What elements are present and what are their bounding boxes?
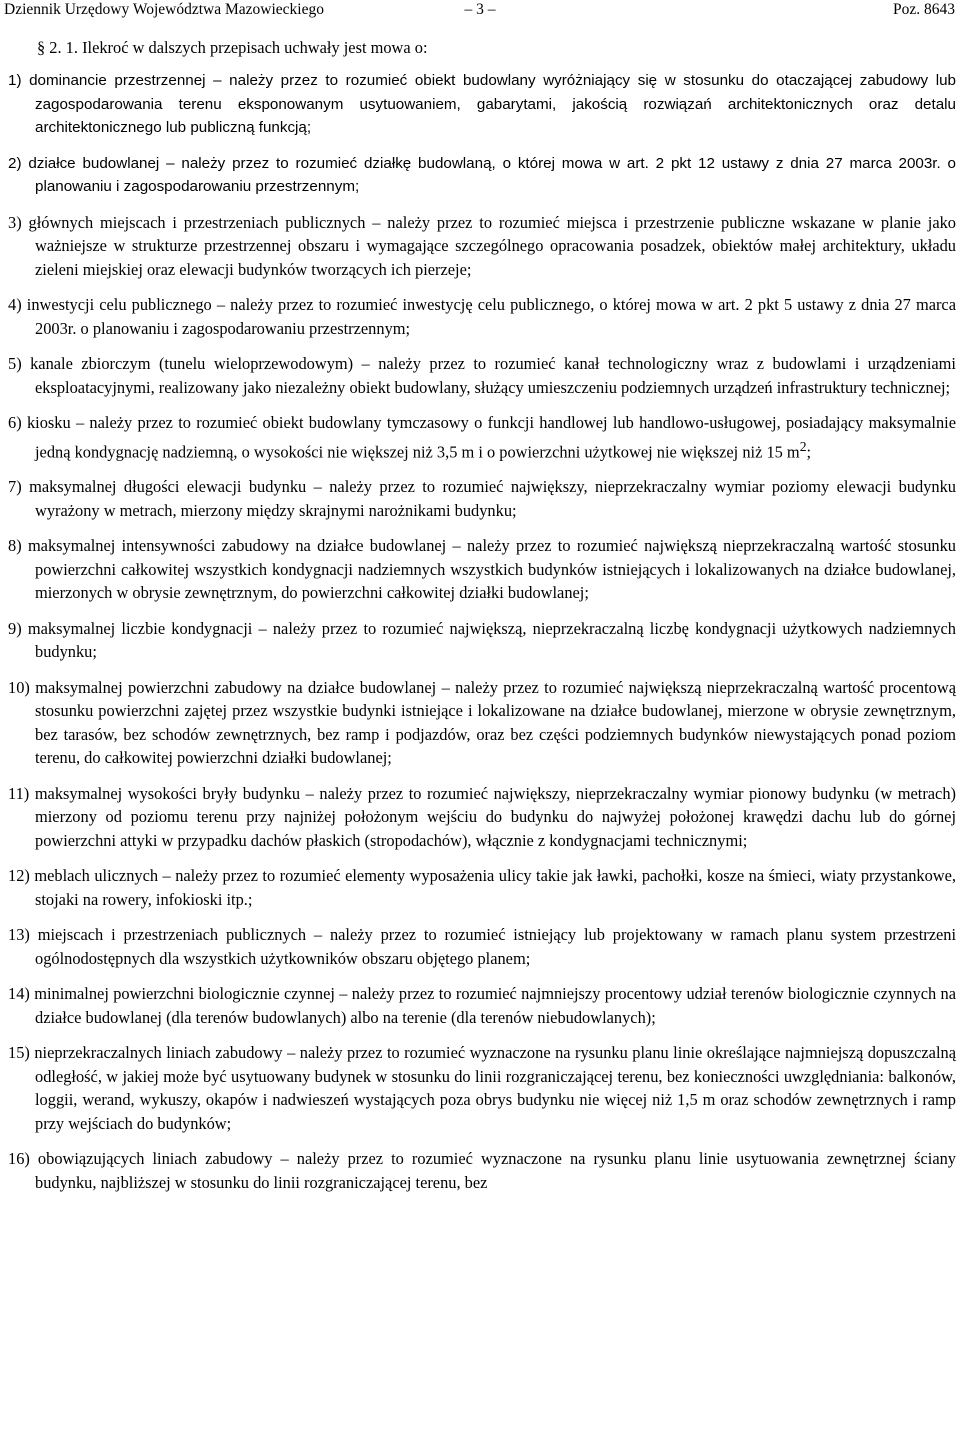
item-number: 16) xyxy=(8,1149,30,1169)
definition-item xyxy=(8,475,956,522)
item-text-end: ; xyxy=(806,441,812,461)
item-number: 2) xyxy=(8,154,22,172)
item-text: meblach ulicznych – należy przez to rozumieć elementy wyposażenia ulicy takie jak ławki, pachołki, kosze na śmieci, wiaty przystankowe, stojaki na rowery, infokioski itp.; xyxy=(34,866,956,909)
definition-item xyxy=(8,534,956,605)
item-text: maksymalnej długości elewacji budynku – należy przez to rozumieć największy, nieprzekraczalny wymiar poziomy elewacji budynku wyrażony w metrach, mierzony między skrajnymi narożnikami budynku; xyxy=(29,477,956,520)
definition-item xyxy=(8,982,956,1029)
item-number: 11) xyxy=(8,783,30,803)
definition-item xyxy=(8,211,956,282)
definition-item xyxy=(8,864,956,911)
item-number: 15) xyxy=(8,1043,30,1063)
item-text: miejscach i przestrzeniach publicznych – należy przez to rozumieć istniejący lub projektowany w ramach planu system przestrzeni ogólnodostępnych dla wszystkich użytkowników obszaru objętego planem; xyxy=(35,925,956,968)
item-number: 12) xyxy=(8,866,30,886)
definition-item xyxy=(8,411,956,463)
item-number: 1) xyxy=(8,72,22,89)
item-number: 9) xyxy=(8,618,22,638)
item-number: 14) xyxy=(8,984,30,1004)
definition-item xyxy=(8,69,956,140)
journal-title: Dziennik Urzędowy Województwa Mazowieckiego xyxy=(4,1,324,18)
item-text: minimalnej powierzchni biologicznie czynnej – należy przez to rozumieć najmniejszy procentowy udział terenów biologicznie czynnych na działce budowlanej (dla terenów budowlanych) albo na terenie (dla terenów niebudowlanych); xyxy=(34,984,956,1027)
definition-item xyxy=(8,1147,956,1194)
item-text: nieprzekraczalnych liniach zabudowy – należy przez to rozumieć wyznaczone na rysunku planu linie określające najmniejszą dopuszczalną odległość, w jakiej może być usytuowany budynek w stosunku do linii rozgraniczającej terenu, bez konieczności uwzględniania: balkonów, loggii, werand, wykuszy, okapów i nadwieszeń wystających poza obrys budynku nie więcej niż 1,5 m oraz schodów zewnętrznych i ramp przy wejściach do budynków; xyxy=(34,1043,956,1133)
item-number: 13) xyxy=(8,925,30,945)
definition-item xyxy=(8,617,956,664)
item-text: dominancie przestrzennej – należy przez to rozumieć obiekt budowlany wyróżniający się w stosunku do otaczającej zabudowy lub zagospodarowania terenu eksponowanym usytuowaniem, gabarytami, jakością rozwiązań architektonicznych oraz detalu architektonicznego lub publiczną funkcją; xyxy=(29,72,956,136)
section-title: § 2. 1. Ilekroć w dalszych przepisach uchwały jest mowa o: xyxy=(37,38,428,57)
definition-item xyxy=(8,152,956,199)
item-text: maksymalnej liczbie kondygnacji – należy przez to rozumieć największą, nieprzekraczalną liczbę kondygnacji użytkowych nadziemnych budynku; xyxy=(27,618,956,662)
definition-item xyxy=(8,676,956,770)
item-text: kiosku – należy przez to rozumieć obiekt budowlany tymczasowy o funkcji handlowej lub handlowo-usługowej, posiadający maksymalnie jedną kondygnację nadziemną, o wysokości nie większej niż 3,5 m i o powierzchni użytkowej nie większej niż 15 m xyxy=(26,413,957,461)
definition-item xyxy=(8,782,956,853)
item-text: maksymalnej intensywności zabudowy na działce budowlanej – należy przez to rozumieć największą nieprzekraczalną wartość stosunku powierzchni całkowitej wszystkich kondygnacji nadziemnych wszystkich budynków istniejących i lokalizowanych na działce budowlanej, mierzonych w obrysie zewnętrznym, do powierzchni całkowitej działki budowlanej; xyxy=(27,536,956,603)
item-text: kanale zbiorczym (tunelu wieloprzewodowym) – należy przez to rozumieć kanał technologiczny wraz z budowlami i urządzeniami eksploatacyjnymi, realizowany jako niezależny obiekt budowlany, służący umieszczeniu podziemnych urządzeń infrastruktury technicznej; xyxy=(30,354,956,397)
item-text: obowiązujących liniach zabudowy – należy przez to rozumieć wyznaczone na rysunku planu linie usytuowania zewnętrznej ściany budynku, najbliższej w stosunku do linii rozgraniczającej terenu, bez xyxy=(35,1149,956,1192)
item-number: 5) xyxy=(8,354,22,373)
definition-item xyxy=(8,923,956,970)
item-number: 6) xyxy=(8,413,22,432)
item-number: 8) xyxy=(8,536,22,556)
item-number: 10) xyxy=(8,677,30,697)
page-header xyxy=(0,0,960,20)
page-number: – 3 – xyxy=(464,1,496,18)
item-text: głównych miejscach i przestrzeniach publicznych – należy przez to rozumieć miejsca i przestrzenie publiczne wskazane w planie jako ważniejsze w strukturze przestrzennej obszaru i wymagające szczególnego opracowania posadzek, obiektów małej architektury, układu zieleni miejskiej oraz elewacji budynków tworzących ich pierzeje; xyxy=(28,212,956,279)
item-number: 3) xyxy=(8,212,22,232)
position-number: Poz. 8643 xyxy=(893,1,955,18)
superscript: 2 xyxy=(799,438,807,454)
item-number: 4) xyxy=(8,295,22,314)
definition-item xyxy=(8,352,956,399)
definition-item xyxy=(8,1041,956,1135)
item-text: działce budowlanej – należy przez to rozumieć działkę budowlaną, o której mowa w art. 2 pkt 12 ustawy z dnia 27 marca 2003r. o planowaniu i zagospodarowaniu przestrzennym; xyxy=(28,154,956,195)
item-text: maksymalnej wysokości bryły budynku – należy przez to rozumieć największy, nieprzekraczalny wymiar pionowy budynku (w metrach) mierzony od poziomu terenu przy najniżej położonym wejściu do budynku do najwyżej położonej krawędzi dachu lub do górnej powierzchni attyki w przypadku dachów płaskich (stropodachów), włącznie z kondygnacjami technicznymi; xyxy=(34,783,956,850)
item-number: 7) xyxy=(8,477,22,497)
document-body xyxy=(0,38,960,1206)
item-text: maksymalnej powierzchni zabudowy na działce budowlanej – należy przez to rozumieć największą nieprzekraczalną wartość procentową stosunku powierzchni zajętej przez wszystkie budynki istniejące i lokalizowane na działce budowlanej, mierzone w obrysie zewnętrznym, bez tarasów, bez schodów zewnętrznych, bez ramp i podjazdów, oraz bez części podziemnych budynków niewystających ponad poziom terenu, do całkowitej powierzchni działki budowlanej; xyxy=(35,677,956,768)
item-text: inwestycji celu publicznego – należy przez to rozumieć inwestycję celu publicznego, o której mowa w art. 2 pkt 5 ustawy z dnia 27 marca 2003r. o planowaniu i zagospodarowaniu przestrzennym; xyxy=(26,295,956,338)
definition-item xyxy=(8,293,956,340)
